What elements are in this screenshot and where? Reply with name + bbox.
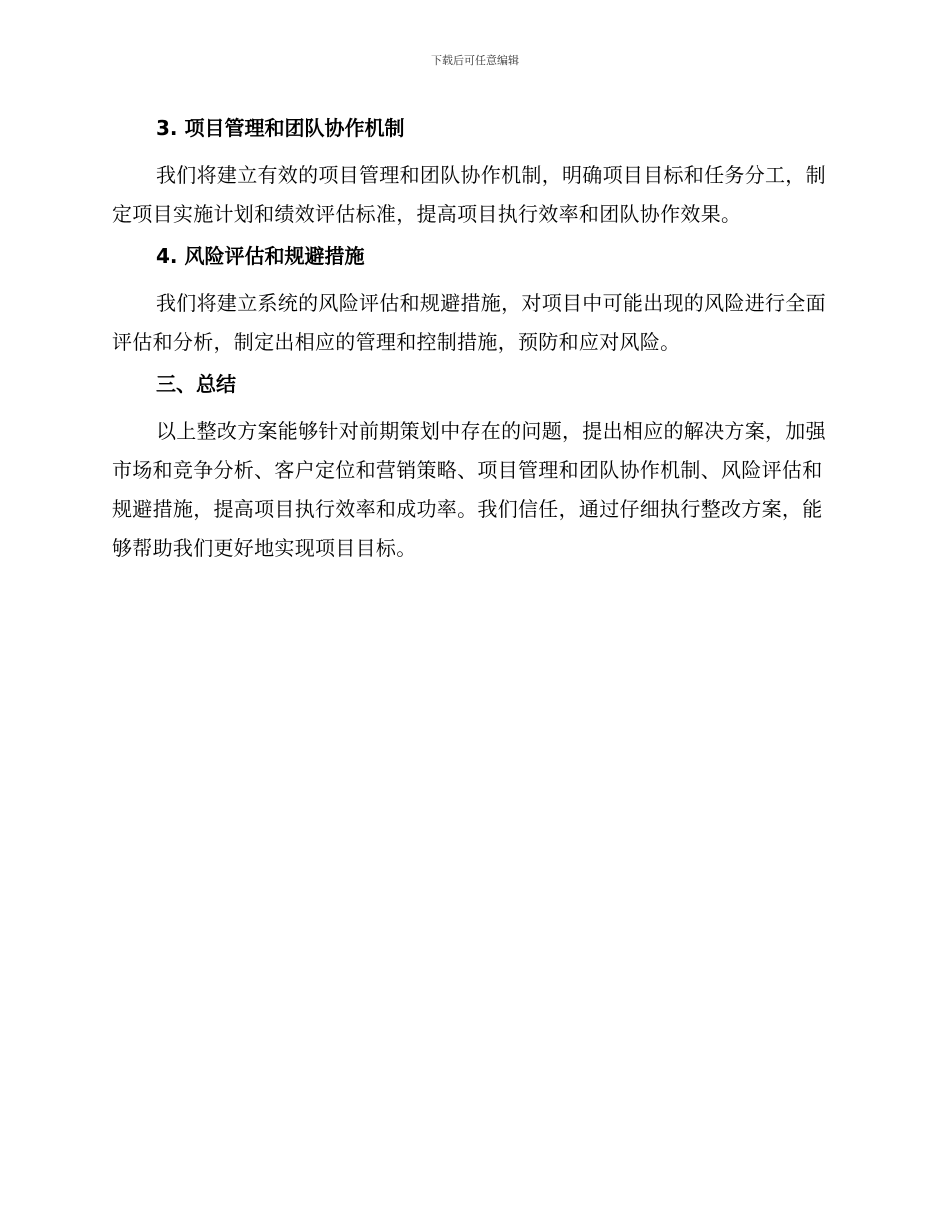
document-body <box>112 108 832 576</box>
section-paragraph-risk-assessment: 我们将建立系统的风险评估和规避措施，对项目中可能出现的风险进行全面评估和分析，制定出相应的管理和控制措施，预防和应对风险。 <box>112 291 826 354</box>
section-paragraph-summary: 以上整改方案能够针对前期策划中存在的问题，提出相应的解决方案，加强市场和竞争分析、客户定位和营销策略、项目管理和团队协作机制、风险评估和规避措施，提高项目执行效率和成功率。我们信任，通过仔细执行整改方案，能够帮助我们更好地实现项目目标。 <box>112 419 826 560</box>
section-heading-project-management: 3. 项目管理和团队协作机制 <box>156 116 405 140</box>
section-paragraph-project-management: 我们将建立有效的项目管理和团队协作机制，明确项目目标和任务分工，制定项目实施计划和绩效评估标准，提高项目执行效率和团队协作效果。 <box>112 163 826 226</box>
section-heading-summary: 三、总结 <box>156 372 236 396</box>
section-heading-risk-assessment: 4. 风险评估和规避措施 <box>156 244 365 268</box>
page-header-note: 下载后可任意编辑 <box>431 54 519 67</box>
